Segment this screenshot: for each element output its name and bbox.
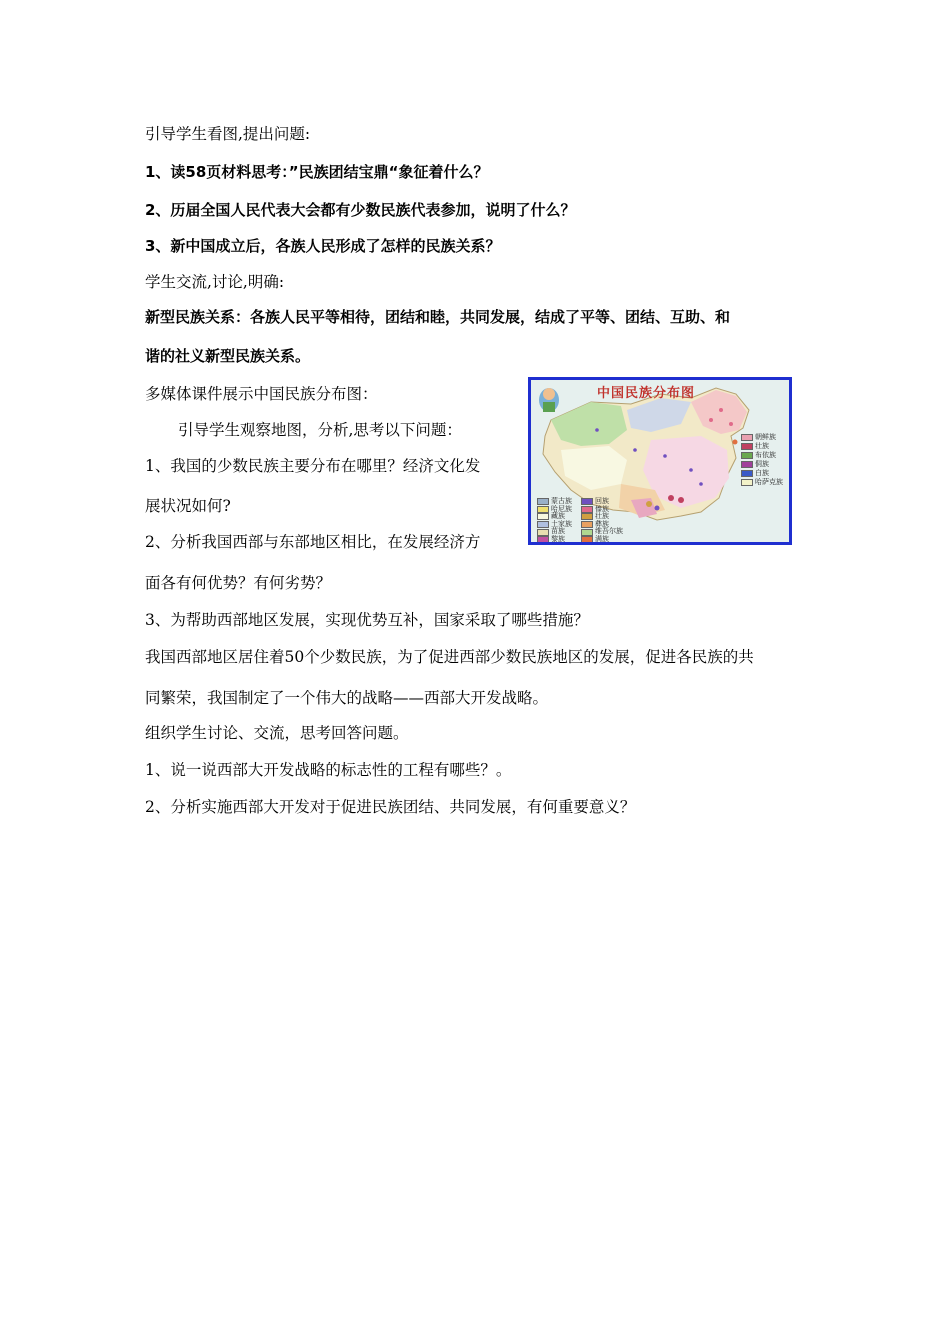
- legend-swatch: [741, 479, 753, 486]
- line-18: 1、说一说西部大开发战略的标志性的工程有哪些？。: [145, 761, 512, 779]
- legend-label: 藏族: [551, 512, 565, 521]
- conclusion-line-1: 新型民族关系：各族人民平等相待，团结和睦，共同发展，结成了平等、团结、互助、和: [145, 308, 731, 326]
- line-11: 展状况如何?: [145, 497, 231, 515]
- legend-swatch: [581, 513, 593, 520]
- ethnic-distribution-map: [528, 377, 792, 545]
- legend-label: 侗族: [755, 460, 769, 468]
- legend-left: [537, 498, 625, 544]
- right-legend-item: [741, 460, 783, 469]
- question-3: 3、新中国成立后，各族人民形成了怎样的民族关系？: [145, 237, 501, 255]
- line-8: 多媒体课件展示中国民族分布图：: [145, 385, 378, 403]
- legend-swatch: [741, 434, 753, 441]
- legend-label: 傣族: [595, 504, 609, 513]
- left-legend-item: [581, 536, 625, 544]
- line-5: 学生交流,讨论,明确:: [145, 273, 285, 291]
- legend-label: 回族: [595, 497, 609, 505]
- left-legend-item: [537, 536, 581, 544]
- legend-label: 白族: [755, 469, 769, 477]
- right-legend-item: [741, 469, 783, 478]
- right-legend-item: [741, 478, 783, 487]
- line-19: 2、分析实施西部大开发对于促进民族团结、共同发展，有何重要意义？: [145, 798, 636, 816]
- line-1: 引导学生看图,提出问题:: [145, 125, 311, 143]
- legend-swatch: [581, 498, 593, 505]
- legend-label: 哈尼族: [551, 504, 572, 513]
- legend-swatch: [537, 498, 549, 505]
- legend-label: 土家族: [551, 519, 572, 528]
- question-2: 2、历届全国人民代表大会都有少数民族代表参加，说明了什么？: [145, 201, 576, 219]
- legend-swatch: [581, 536, 593, 543]
- line-10: 1、我国的少数民族主要分布在哪里？经济文化发: [145, 457, 481, 475]
- right-legend-item: [741, 433, 783, 442]
- legend-swatch: [537, 529, 549, 536]
- legend-label: 苗族: [551, 527, 565, 536]
- legend-swatch: [581, 521, 593, 528]
- line-14: 3、为帮助西部地区发展，实现优势互补，国家采取了哪些措施？: [145, 611, 589, 629]
- legend-label: 维吾尔族: [595, 527, 623, 536]
- line-17: 组织学生讨论、交流，思考回答问题。: [145, 724, 409, 742]
- legend-label: 黎族: [551, 534, 565, 543]
- legend-swatch: [741, 470, 753, 477]
- legend-swatch: [741, 443, 753, 450]
- legend-label: 彝族: [595, 519, 609, 528]
- legend-swatch: [537, 536, 549, 543]
- legend-right: [741, 433, 783, 487]
- legend-label: 朝鲜族: [755, 433, 776, 441]
- legend-label: 满族: [595, 534, 609, 543]
- right-legend-item: [741, 451, 783, 460]
- legend-swatch: [581, 506, 593, 513]
- line-16: 同繁荣，我国制定了一个伟大的战略——西部大开发战略。: [145, 689, 549, 707]
- right-legend-item: [741, 442, 783, 451]
- legend-label: 壮族: [595, 512, 609, 521]
- legend-swatch: [537, 513, 549, 520]
- question-1: 1、读58页材料思考：”民族团结宝鼎“象征着什么？: [145, 163, 489, 181]
- legend-swatch: [741, 461, 753, 468]
- line-12: 2、分析我国西部与东部地区相比，在发展经济方: [145, 533, 481, 551]
- line-15: 我国西部地区居住着50个少数民族，为了促进西部少数民族地区的发展，促进各民族的共: [145, 648, 754, 666]
- line-13: 面各有何优势？有何劣势？: [145, 574, 332, 592]
- legend-swatch: [537, 521, 549, 528]
- legend-swatch: [741, 452, 753, 459]
- line-9: 引导学生观察地图，分析,思考以下问题：: [178, 421, 462, 439]
- legend-label: 壮族: [755, 442, 769, 450]
- conclusion-line-2: 谐的社义新型民族关系。: [145, 347, 311, 365]
- legend-label: 哈萨克族: [755, 478, 783, 486]
- legend-swatch: [537, 506, 549, 513]
- legend-swatch: [581, 529, 593, 536]
- legend-label: 布依族: [755, 451, 776, 459]
- map-title: 中国民族分布图: [597, 386, 696, 401]
- legend-label: 蒙古族: [551, 497, 572, 505]
